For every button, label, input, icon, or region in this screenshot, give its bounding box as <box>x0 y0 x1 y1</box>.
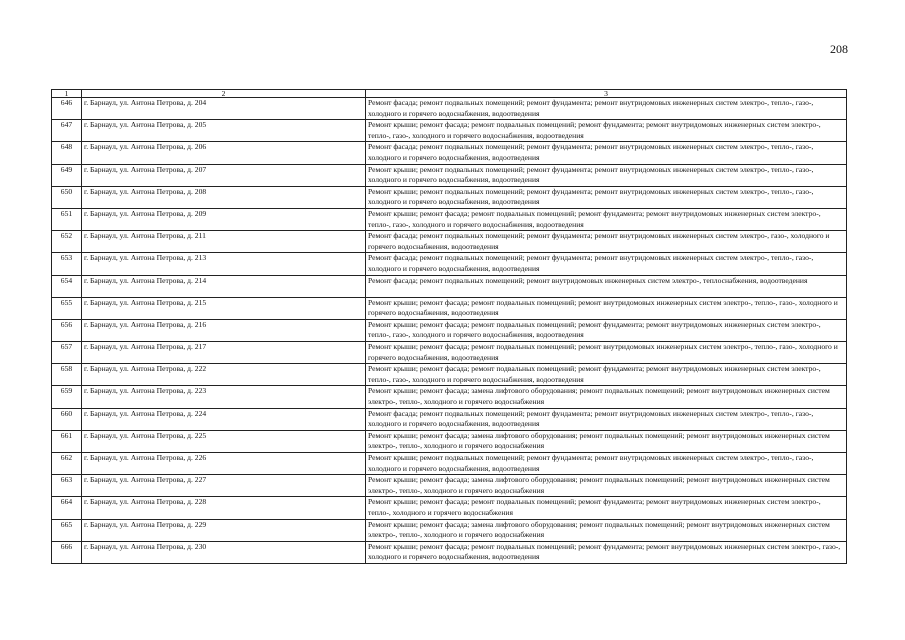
table-row <box>52 475 847 497</box>
header-col-works: 3 <box>366 90 847 98</box>
row-address: г. Барнаул, ул. Антона Петрова, д. 229 <box>82 519 366 541</box>
row-number: 649 <box>52 164 82 186</box>
housing-repair-table <box>51 89 847 564</box>
row-address: г. Барнаул, ул. Антона Петрова, д. 204 <box>82 98 366 120</box>
row-number: 664 <box>52 497 82 519</box>
row-address: г. Барнаул, ул. Антона Петрова, д. 207 <box>82 164 366 186</box>
row-address: г. Барнаул, ул. Антона Петрова, д. 213 <box>82 253 366 275</box>
row-address: г. Барнаул, ул. Антона Петрова, д. 206 <box>82 142 366 164</box>
row-address: г. Барнаул, ул. Антона Петрова, д. 227 <box>82 475 366 497</box>
table-row <box>52 297 847 319</box>
row-works: Ремонт фасада; ремонт подвальных помещений; ремонт фундамента; ремонт внутридомовых инженерных систем электро-, тепло-, газо-, холодного и горячего водоснабжения, водоотведения <box>366 142 847 164</box>
table-row <box>52 275 847 297</box>
table-row <box>52 142 847 164</box>
header-col-address: 2 <box>82 90 366 98</box>
row-address: г. Барнаул, ул. Антона Петрова, д. 228 <box>82 497 366 519</box>
row-works: Ремонт крыши; ремонт фасада; ремонт подвальных помещений; ремонт фундамента; ремонт внутридомовых инженерных систем электро-, тепло-, холодного и горячего водоснабжения <box>366 497 847 519</box>
row-address: г. Барнаул, ул. Антона Петрова, д. 217 <box>82 342 366 364</box>
row-number: 660 <box>52 408 82 430</box>
row-works: Ремонт крыши; ремонт фасада; ремонт подвальных помещений; ремонт фундамента; ремонт внутридомовых инженерных систем электро-, тепло-, газо-, холодного и горячего водоснабжения, водоотведения <box>366 364 847 386</box>
row-address: г. Барнаул, ул. Антона Петрова, д. 222 <box>82 364 366 386</box>
row-address: г. Барнаул, ул. Антона Петрова, д. 216 <box>82 319 366 341</box>
row-number: 662 <box>52 453 82 475</box>
row-number: 650 <box>52 186 82 208</box>
row-number: 652 <box>52 231 82 253</box>
table-row <box>52 164 847 186</box>
row-number: 646 <box>52 98 82 120</box>
row-works: Ремонт фасада; ремонт подвальных помещений; ремонт фундамента; ремонт внутридомовых инженерных систем электро-, тепло-, газо-, холодного и горячего водоснабжения, водоотведения <box>366 408 847 430</box>
table-row <box>52 98 847 120</box>
header-col-number: 1 <box>52 90 82 98</box>
row-address: г. Барнаул, ул. Антона Петрова, д. 208 <box>82 186 366 208</box>
row-address: г. Барнаул, ул. Антона Петрова, д. 211 <box>82 231 366 253</box>
table-row <box>52 430 847 452</box>
row-works: Ремонт крыши; ремонт фасада; ремонт подвальных помещений; ремонт фундамента; ремонт внутридомовых инженерных систем электро-, тепло-, газо-, холодного и горячего водоснабжения, водоотведения <box>366 319 847 341</box>
row-number: 647 <box>52 120 82 142</box>
row-number: 663 <box>52 475 82 497</box>
table-row <box>52 208 847 230</box>
table-row <box>52 497 847 519</box>
row-works: Ремонт крыши; ремонт фасада; замена лифтового оборудования; ремонт подвальных помещений; ремонт внутридомовых инженерных систем электро-, тепло-, холодного и горячего водоснабжения <box>366 475 847 497</box>
row-works: Ремонт крыши; ремонт подвальных помещений; ремонт фундамента; ремонт внутридомовых инженерных систем электро-, тепло-, газо-, холодного и горячего водоснабжения, водоотведения <box>366 186 847 208</box>
row-number: 656 <box>52 319 82 341</box>
row-number: 657 <box>52 342 82 364</box>
row-address: г. Барнаул, ул. Антона Петрова, д. 224 <box>82 408 366 430</box>
row-number: 648 <box>52 142 82 164</box>
row-works: Ремонт фасада; ремонт подвальных помещений; ремонт внутридомовых инженерных систем электро-, теплоснабжения, водоотведения <box>366 275 847 297</box>
row-number: 666 <box>52 541 82 563</box>
row-number: 653 <box>52 253 82 275</box>
row-number: 658 <box>52 364 82 386</box>
row-works: Ремонт крыши; ремонт фасада; ремонт подвальных помещений; ремонт фундамента; ремонт внутридомовых инженерных систем электро-, газо-, холодного и горячего водоснабжения, водоотведения <box>366 541 847 563</box>
row-works: Ремонт крыши; ремонт фасада; ремонт подвальных помещений; ремонт внутридомовых инженерных систем электро-, тепло-, газо-, холодного и горячего водоснабжения, водоотведения <box>366 297 847 319</box>
row-number: 665 <box>52 519 82 541</box>
row-works: Ремонт крыши; ремонт подвальных помещений; ремонт фундамента; ремонт внутридомовых инженерных систем электро-, тепло-, газо-, холодного и горячего водоснабжения, водоотведения <box>366 453 847 475</box>
row-works: Ремонт фасада; ремонт подвальных помещений; ремонт фундамента; ремонт внутридомовых инженерных систем электро-, газо-, холодного и горячего водоснабжения, водоотведения <box>366 231 847 253</box>
row-address: г. Барнаул, ул. Антона Петрова, д. 230 <box>82 541 366 563</box>
table-header-row <box>52 90 847 98</box>
table-row <box>52 364 847 386</box>
row-address: г. Барнаул, ул. Антона Петрова, д. 214 <box>82 275 366 297</box>
table-row <box>52 186 847 208</box>
row-works: Ремонт крыши; ремонт фасада; замена лифтового оборудования; ремонт подвальных помещений; ремонт внутридомовых инженерных систем электро-, тепло-, холодного и горячего водоснабжения <box>366 386 847 408</box>
row-address: г. Барнаул, ул. Антона Петрова, д. 225 <box>82 430 366 452</box>
table-body <box>52 90 847 564</box>
row-address: г. Барнаул, ул. Антона Петрова, д. 223 <box>82 386 366 408</box>
page-number: 208 <box>830 42 848 56</box>
table-row <box>52 253 847 275</box>
row-address: г. Барнаул, ул. Антона Петрова, д. 205 <box>82 120 366 142</box>
table-row <box>52 319 847 341</box>
row-works: Ремонт фасада; ремонт подвальных помещений; ремонт фундамента; ремонт внутридомовых инженерных систем электро-, тепло-, газо-, холодного и горячего водоснабжения, водоотведения <box>366 98 847 120</box>
row-number: 651 <box>52 208 82 230</box>
row-works: Ремонт крыши; ремонт фасада; ремонт подвальных помещений; ремонт фундамента; ремонт внутридомовых инженерных систем электро-, тепло-, газо-, холодного и горячего водоснабжения, водоотведения <box>366 208 847 230</box>
row-works: Ремонт крыши; ремонт фасада; замена лифтового оборудования; ремонт подвальных помещений; ремонт внутридомовых инженерных систем электро-, тепло-, холодного и горячего водоснабжения <box>366 519 847 541</box>
table-row <box>52 231 847 253</box>
row-works: Ремонт крыши; ремонт фасада; замена лифтового оборудования; ремонт подвальных помещений; ремонт внутридомовых инженерных систем электро-, тепло-, холодного и горячего водоснабжения <box>366 430 847 452</box>
row-number: 655 <box>52 297 82 319</box>
row-address: г. Барнаул, ул. Антона Петрова, д. 226 <box>82 453 366 475</box>
table-row <box>52 342 847 364</box>
row-address: г. Барнаул, ул. Антона Петрова, д. 215 <box>82 297 366 319</box>
row-works: Ремонт фасада; ремонт подвальных помещений; ремонт фундамента; ремонт внутридомовых инженерных систем электро-, тепло-, газо-, холодного и горячего водоснабжения, водоотведения <box>366 253 847 275</box>
row-number: 659 <box>52 386 82 408</box>
table-row <box>52 453 847 475</box>
row-number: 654 <box>52 275 82 297</box>
row-number: 661 <box>52 430 82 452</box>
row-works: Ремонт крыши; ремонт подвальных помещений; ремонт фундамента; ремонт внутридомовых инженерных систем электро-, тепло-, газо-, холодного и горячего водоснабжения, водоотведения <box>366 164 847 186</box>
row-works: Ремонт крыши; ремонт фасада; ремонт подвальных помещений; ремонт фундамента; ремонт внутридомовых инженерных систем электро-, тепло-, газо-, холодного и горячего водоснабжения, водоотведения <box>366 120 847 142</box>
table-row <box>52 386 847 408</box>
table-row <box>52 519 847 541</box>
table-row <box>52 541 847 563</box>
table-row <box>52 408 847 430</box>
row-address: г. Барнаул, ул. Антона Петрова, д. 209 <box>82 208 366 230</box>
row-works: Ремонт крыши; ремонт фасада; ремонт подвальных помещений; ремонт внутридомовых инженерных систем электро-, тепло-, газо-, холодного и горячего водоснабжения, водоотведения <box>366 342 847 364</box>
table-row <box>52 120 847 142</box>
